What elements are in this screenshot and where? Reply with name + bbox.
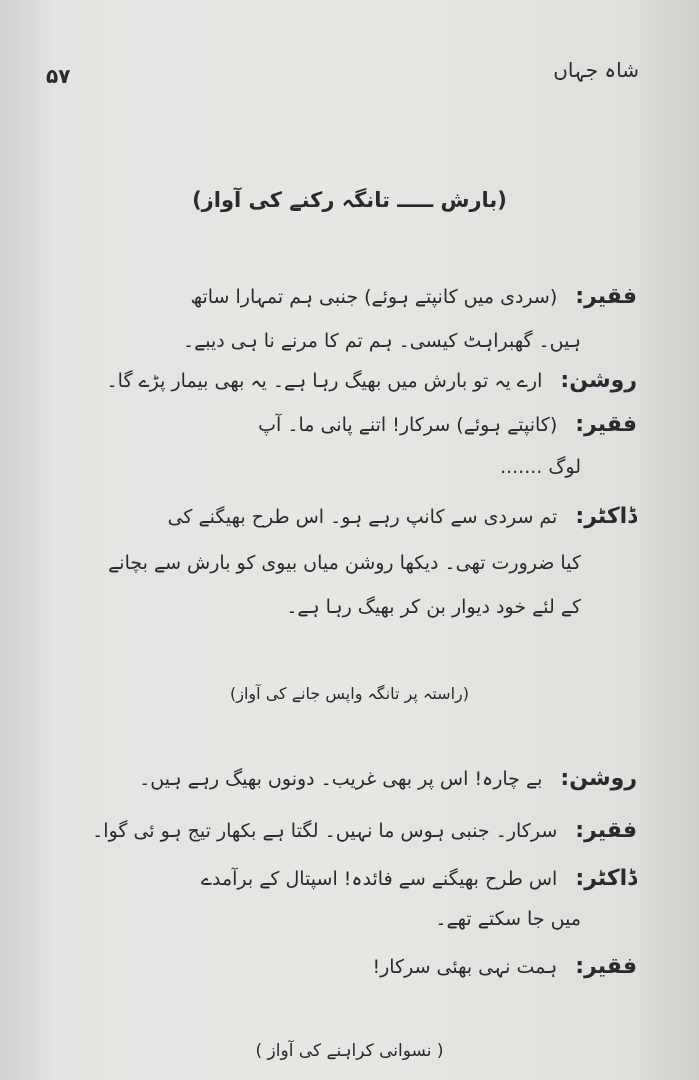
dialogue-text: ہمت نہی بھئی سرکار!: [372, 956, 558, 978]
speaker-name: فقیر:: [575, 818, 637, 843]
dialogue-text: سرکار۔ جنبی ہوس ما نہیں۔ لگتا ہے بکھار تیج ہو ئی گوا۔: [92, 820, 558, 842]
dialogue-text: (کانپتے ہوئے) سرکار! اتنے پانی ما۔ آپ: [258, 414, 558, 436]
dialogue-line: [72, 766, 637, 791]
dialogue-line: [72, 330, 581, 352]
dialogue-line: [72, 866, 637, 891]
dialogue-text: (سردی میں کانپتے ہوئے) جنبی ہم تمہارا ساتھ: [190, 286, 558, 308]
page-number: ۵۷: [46, 64, 71, 88]
running-title: شاہ جہاں: [553, 58, 639, 82]
dialogue-line: [72, 368, 637, 393]
stage-direction-rain: (بارش ـــــ تانگہ رکنے کی آواز): [192, 188, 507, 212]
dialogue-line: [72, 284, 637, 309]
dialogue-line: [72, 596, 581, 618]
speaker-name: روشن:: [560, 368, 637, 393]
dialogue-text: ارے یہ تو بارش میں بھیگ رہا ہے۔ یہ بھی بیمار پڑے گا۔: [106, 370, 543, 392]
speaker-name: فقیر:: [575, 284, 637, 309]
dialogue-text: تم سردی سے کانپ رہے ہو۔ اس طرح بھیگنے کی: [167, 506, 558, 528]
dialogue-text: لوگ .......: [500, 456, 581, 478]
speaker-name: ڈاکٹر:: [575, 866, 637, 891]
dialogue-text: اس طرح بھیگنے سے فائدہ! اسپتال کے برآمدے: [200, 868, 558, 890]
dialogue-text: کے لئے خود دیوار بن کر بھیگ رہا ہے۔: [286, 596, 581, 618]
dialogue-line: [72, 954, 637, 979]
dialogue-text: ہیں۔ گھبراہٹ کیسی۔ ہم تم کا مرنے نا ہی دیبے۔: [182, 330, 581, 352]
speaker-name: روشن:: [560, 766, 637, 791]
speaker-name: ڈاکٹر:: [575, 504, 637, 529]
dialogue-text: بے چارہ! اس پر بھی غریب۔ دونوں بھیگ رہے ہیں۔: [139, 768, 543, 790]
dialogue-line: [72, 456, 581, 478]
stage-direction-groan: ( نسوانی کراہنے کی آواز ): [255, 1041, 444, 1061]
dialogue-line: [72, 552, 581, 574]
dialogue-line: [72, 504, 637, 529]
page-header: [46, 58, 639, 98]
dialogue-line: [72, 818, 637, 843]
dialogue-line: [72, 908, 581, 930]
dialogue-line: [72, 412, 637, 437]
speaker-name: فقیر:: [575, 412, 637, 437]
speaker-name: فقیر:: [575, 954, 637, 979]
dialogue-text: کیا ضرورت تھی۔ دیکھا روشن میاں بیوی کو بارش سے بچانے: [108, 552, 581, 574]
dialogue-text: میں جا سکتے تھے۔: [435, 908, 581, 930]
stage-direction-tonga: (راستہ پر تانگہ واپس جانے کی آواز): [230, 684, 469, 703]
